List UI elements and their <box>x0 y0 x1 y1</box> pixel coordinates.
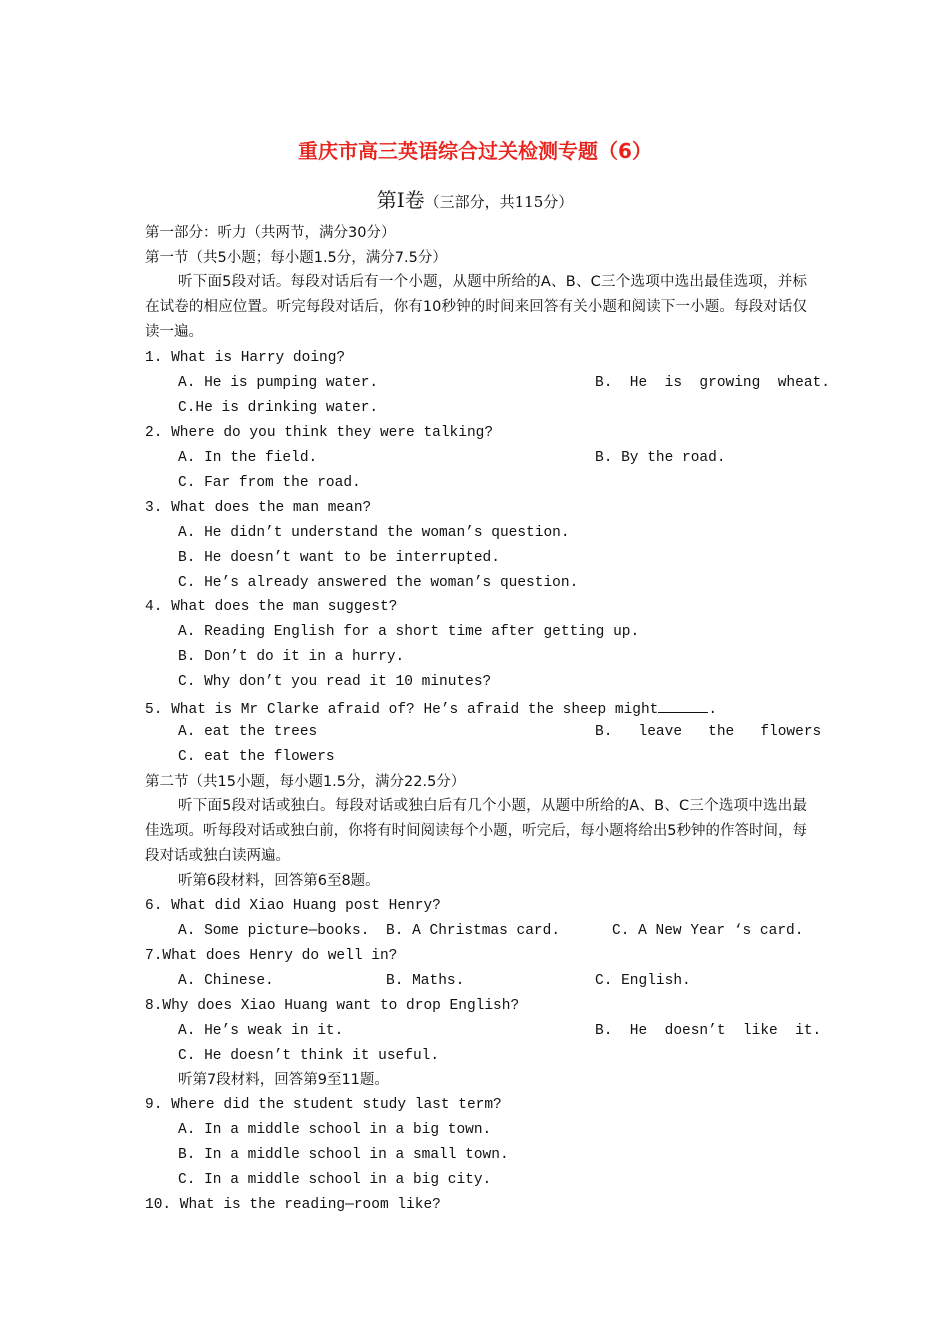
question-7-stem: 7.What does Henry do well in? <box>145 948 398 964</box>
section1-instructions: 听下面5段对话。每段对话后有一个小题，从题中所给的A、B、C三个选项中选出最佳选项，并标在试卷的相应位置。听完每段对话后，你有10秒钟的时间来回答有关小题和阅读下一小题。每段对话仅读一遍。 <box>145 274 807 340</box>
question-3-option-a: A. He didn’t understand the woman’s question. <box>178 525 570 541</box>
question-7-option-c: C. English. <box>595 973 691 989</box>
question-2-option-b: B. By the road. <box>595 450 726 466</box>
question-1-option-b: B. He is growing wheat. <box>595 375 830 391</box>
question-1-stem: 1. What is Harry doing? <box>145 350 346 366</box>
question-5-stem-end: . <box>708 702 718 718</box>
question-5-option-a: A. eat the trees <box>178 724 318 740</box>
volume-heading <box>0 184 950 213</box>
question-1-option-c: C.He is drinking water. <box>178 400 379 416</box>
question-7-option-a: A. Chinese. <box>178 973 274 989</box>
question-9-option-c: C. In a middle school in a big city. <box>178 1172 492 1188</box>
question-3-option-b: B. He doesn’t want to be interrupted. <box>178 550 500 566</box>
question-8-stem: 8.Why does Xiao Huang want to drop English? <box>145 998 520 1014</box>
answer-blank <box>658 698 708 713</box>
question-6-option-b: B. A Christmas card. <box>386 923 561 939</box>
question-4-option-c: C. Why don’t you read it 10 minutes? <box>178 674 492 690</box>
question-2-stem: 2. Where do you think they were talking? <box>145 425 494 441</box>
question-6-option-a: A. Some picture—books. <box>178 923 370 939</box>
question-8-option-b: B. He doesn’t like it. <box>595 1023 822 1039</box>
question-4-option-b: B. Don’t do it in a hurry. <box>178 649 405 665</box>
question-5-option-b: B. leave the flowers <box>595 724 822 740</box>
question-9-option-b: B. In a middle school in a small town. <box>178 1147 509 1163</box>
question-4-option-a: A. Reading English for a short time after getting up. <box>178 624 640 640</box>
question-3-stem: 3. What does the man mean? <box>145 500 372 516</box>
material-6-note: 听第6段材料，回答第6至8题。 <box>178 873 380 889</box>
question-6-option-c: C. A New Year ‘s card. <box>612 923 804 939</box>
question-9-stem: 9. Where did the student study last term? <box>145 1097 502 1113</box>
question-8-option-a: A. He’s weak in it. <box>178 1023 344 1039</box>
question-5-stem <box>145 698 717 719</box>
section1-heading: 第一节（共5小题；每小题1.5分，满分7.5分） <box>145 250 447 266</box>
question-5-option-c: C. eat the flowers <box>178 749 335 765</box>
question-9-option-a: A. In a middle school in a big town. <box>178 1122 492 1138</box>
question-5-stem-text: 5. What is Mr Clarke afraid of? He’s afraid the sheep might <box>145 702 659 718</box>
question-2-option-a: A. In the field. <box>178 450 318 466</box>
question-7-option-b: B. Maths. <box>386 973 465 989</box>
page-title: 重庆市高三英语综合过关检测专题（6） <box>298 139 652 163</box>
material-7-note: 听第7段材料，回答第9至11题。 <box>178 1072 389 1088</box>
section2-heading: 第二节（共15小题，每小题1.5分，满分22.5分） <box>145 774 466 790</box>
question-8-option-c: C. He doesn’t think it useful. <box>178 1048 440 1064</box>
question-1-option-a: A. He is pumping water. <box>178 375 379 391</box>
volume-detail: （三部分，共115分） <box>424 193 574 211</box>
question-4-stem: 4. What does the man suggest? <box>145 599 398 615</box>
question-3-option-c: C. He’s already answered the woman’s question. <box>178 575 579 591</box>
question-2-option-c: C. Far from the road. <box>178 475 361 491</box>
volume-main: 第Ⅰ卷 <box>376 188 425 212</box>
section2-instructions: 听下面5段对话或独白。每段对话或独白后有几个小题，从题中所给的A、B、C三个选项中选出最佳选项。听每段对话或独白前，你将有时间阅读每个小题，听完后，每小题将给出5秒钟的作答时间，每段对话或独白读两遍。 <box>145 798 807 864</box>
question-10-stem: 10. What is the reading—room like? <box>145 1197 441 1213</box>
part1-heading: 第一部分：听力（共两节，满分30分） <box>145 225 396 241</box>
question-6-stem: 6. What did Xiao Huang post Henry? <box>145 898 441 914</box>
